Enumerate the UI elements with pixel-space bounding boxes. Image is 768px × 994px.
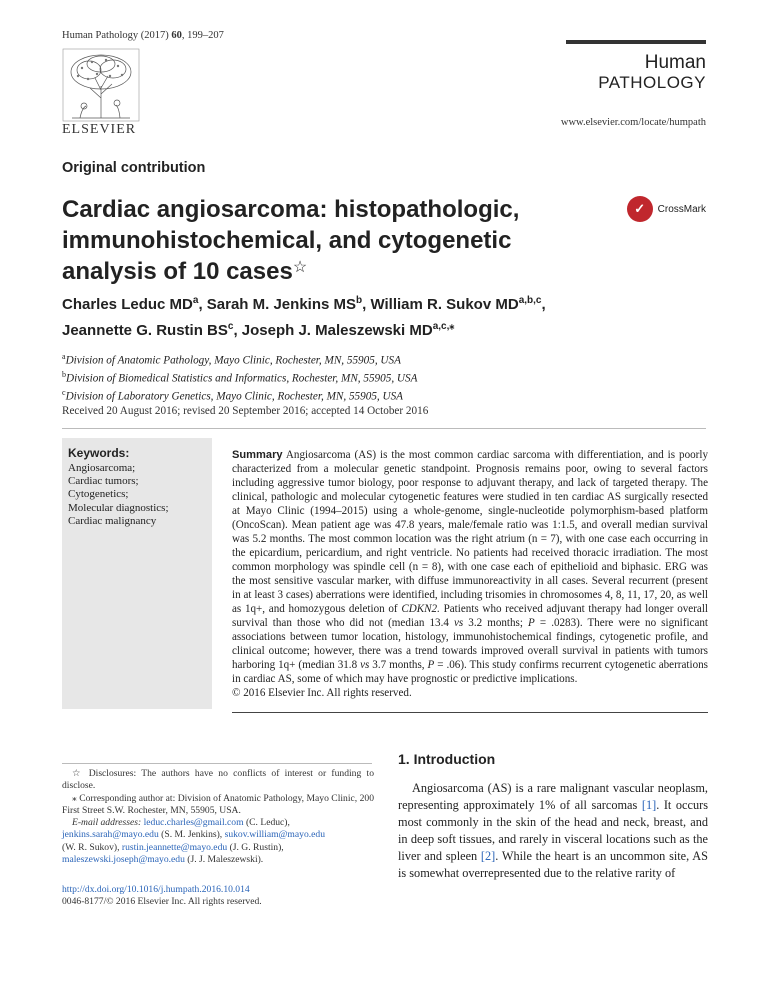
- author-name: Jeannette G. Rustin BS: [62, 322, 228, 339]
- crossmark-badge[interactable]: [627, 196, 706, 222]
- citation-pages: , 199–207: [181, 30, 224, 41]
- email-footnote-cont: [62, 842, 374, 854]
- disclosure-text: Disclosures: The authors have no conflicts of interest or funding to disclose.: [62, 768, 374, 792]
- doi-link[interactable]: http://dx.doi.org/10.1016/j.humpath.2016.10.014: [62, 884, 250, 895]
- footnote-star-icon: ☆: [72, 768, 84, 779]
- keyword-item: Cytogenetics;: [68, 488, 129, 501]
- author-name: William R. Sukov MD: [370, 296, 519, 313]
- affiliation-item: [62, 350, 722, 368]
- author-affiliation-mark: a,c,⁎: [432, 321, 455, 332]
- author-affiliation-mark: a: [192, 295, 199, 306]
- summary-text: Patients who received adjuvant therapy had longer overall survival than those who did not (median 13.4: [232, 603, 708, 629]
- reference-link[interactable]: [2]: [480, 849, 496, 863]
- crossmark-icon: ✓: [627, 196, 653, 222]
- email-link[interactable]: rustin.jeannette@mayo.edu: [121, 841, 228, 853]
- author-affiliation-mark: a,b,c: [518, 295, 542, 306]
- affiliation-item: [62, 368, 722, 386]
- copyright-line: © 2016 Elsevier Inc. All rights reserved.: [232, 687, 412, 699]
- reference-link[interactable]: [1]: [641, 798, 657, 812]
- author-separator: ,: [233, 322, 242, 339]
- email-label: E-mail addresses:: [72, 817, 144, 829]
- publisher-name: ELSEVIER: [62, 122, 137, 137]
- email-footnote: [62, 817, 374, 829]
- affiliation-list: [62, 350, 722, 405]
- affiliation-mark: b: [62, 370, 66, 380]
- issn-line: 0046-8177/© 2016 Elsevier Inc. All rights reserved.: [62, 896, 262, 908]
- email-link[interactable]: jenkins.sarah@mayo.edu: [62, 829, 159, 841]
- introduction-paragraph: [398, 780, 708, 882]
- article-title: [62, 194, 582, 287]
- keywords-box: [62, 438, 212, 709]
- summary-text: 3.7 months,: [369, 659, 428, 671]
- title-footnote-star-icon[interactable]: ☆: [292, 259, 308, 276]
- article-title-text: Cardiac angiosarcoma: histopathologic, immunohistochemical, and cytogenetic analysis of 10 cases: [62, 196, 520, 285]
- author-affiliation-mark: c: [227, 321, 234, 332]
- author-separator: ,: [198, 296, 207, 313]
- journal-name-line2: PATHOLOGY: [598, 73, 706, 92]
- disclosure-footnote: [62, 768, 374, 793]
- keyword-item: Cardiac tumors;: [68, 475, 139, 488]
- keyword-item: Molecular diagnostics;: [68, 501, 169, 514]
- summary-gene: CDKN2.: [401, 603, 440, 615]
- divider: [62, 428, 706, 429]
- journal-logo: [566, 40, 706, 93]
- author-separator: ,: [541, 296, 546, 313]
- journal-name-line1: Human: [644, 52, 706, 73]
- intro-text: . It occurs most commonly in the skin of the head and neck, breast, and in deep soft tissues, and rarely in visceral locations such as the liver and spleen: [398, 798, 708, 863]
- article-dates: Received 20 August 2016; revised 20 September 2016; accepted 14 October 2016: [62, 405, 429, 417]
- summary-paragraph: [232, 448, 708, 686]
- corresponding-footnote: [62, 793, 374, 818]
- journal-logo-rule: [566, 40, 706, 44]
- author-affiliation-mark: b: [356, 295, 363, 306]
- keyword-item: Cardiac malignancy: [68, 514, 157, 527]
- corresponding-text: Corresponding author at: Division of Anatomic Pathology, Mayo Clinic, 200 First Street S.W. Rochester, MN, 55905, USA.: [62, 792, 374, 816]
- email-footnote-cont: [62, 829, 374, 841]
- journal-citation: [62, 30, 224, 41]
- keywords-heading: Keywords:: [68, 446, 130, 460]
- author-name: Sarah M. Jenkins MS: [206, 296, 356, 313]
- summary-text: = .0283). There were no significant associations between tumor location, histology, immunohistochemical findings, cytogenetic profile, and clinical outcome; however, there was a trend towards improved overall survival in patients with tumors harboring 1q+ (median 31.8: [232, 617, 709, 671]
- doi-block: [62, 884, 262, 909]
- author-name: Joseph J. Maleszewski MD: [241, 322, 433, 339]
- footnotes: [62, 768, 374, 866]
- summary-italic: vs: [453, 617, 464, 629]
- email-link[interactable]: sukov.william@mayo.edu: [224, 829, 325, 841]
- journal-url[interactable]: www.elsevier.com/locate/humpath: [560, 117, 706, 128]
- email-link[interactable]: maleszewski.joseph@mayo.edu: [62, 854, 185, 866]
- summary-label: Summary: [232, 449, 283, 461]
- email-owner: (C. Leduc),: [243, 817, 290, 829]
- affiliation-item: [62, 386, 722, 404]
- affiliation-text: Division of Laboratory Genetics, Mayo Clinic, Rochester, MN, 55905, USA: [65, 391, 404, 404]
- intro-text: . While the heart is an uncommon site, AS is somewhat overrepresented due to the relative rarity of: [398, 849, 708, 880]
- email-owner: (S. M. Jenkins),: [158, 829, 225, 841]
- footnote-asterisk: ⁎: [72, 792, 77, 804]
- summary-text: Angiosarcoma (AS) is the most common cardiac sarcoma with differentiation, and is poorly characterized from a molecular genetic standpoint. Prognosis remains poor, owing to several factors including aggressive tumor biology, poor response to adjuvant therapy, and lack of targeted therapy. The clinical, pathologic and molecular cytogenetic features were studied in ten cardiac AS surgically resected at Mayo Clinic (1994–2015) using a whole-genome, single-nucleotide polymorphism-based platform (OncoScan). Mean patient age was 47.8 years, male/female ratio was 1:1.5, and overall median survival was 5.2 months. The most common location was the right atrium (n = 7), with one case each occurring in the epicardium, pericardium, and right ventricle. No patients had received thoracic irradiation. The most common morphology was spindle cell (n = 8), with one case each of epithelioid and biphasic. ERG was the most sensitive vascular marker, with diffuse immunoreactivity in all cases. Several recurrent (present in at least 3 cases) aberrations were identified, including trisomies in chromosomes 4, 8, 11, 17, 20, as well as 1q+, and homozygous deletion of: [232, 449, 708, 615]
- email-owner: (W. R. Sukov),: [62, 841, 122, 853]
- abstract-summary: [232, 448, 708, 700]
- citation-journal: Human Pathology (2017): [62, 30, 169, 41]
- divider: [232, 712, 708, 713]
- keyword-item: Angiosarcoma;: [68, 462, 136, 474]
- email-owner: (J. G. Rustin),: [227, 841, 284, 853]
- affiliation-mark: a: [62, 352, 66, 361]
- email-footnote-cont: [62, 854, 374, 866]
- affiliation-mark: c: [62, 388, 66, 398]
- footnote-divider: [62, 763, 372, 764]
- citation-volume: 60: [171, 30, 182, 41]
- section-heading-introduction: 1. Introduction: [398, 751, 496, 767]
- author-name: Charles Leduc MD: [62, 296, 193, 313]
- author-list: [62, 290, 722, 342]
- affiliation-text: Division of Anatomic Pathology, Mayo Clinic, Rochester, MN, 55905, USA: [65, 354, 401, 367]
- email-owner: (J. J. Maleszewski).: [184, 854, 264, 866]
- email-link[interactable]: leduc.charles@gmail.com: [143, 817, 244, 829]
- summary-text: = .06). This study confirms recurrent cytogenetic aberrations in cardiac AS, some of which may have prognostic or predictive implications.: [232, 659, 708, 685]
- summary-italic: P: [528, 617, 535, 629]
- summary-italic: P: [427, 659, 435, 671]
- summary-text: 3.2 months;: [463, 617, 529, 629]
- author-separator: ,: [362, 296, 371, 313]
- intro-text: Angiosarcoma (AS) is a rare malignant vascular neoplasm, representing approximately 1% of all sarcomas: [398, 781, 708, 812]
- affiliation-text: Division of Biomedical Statistics and Informatics, Rochester, MN, 55905, USA: [66, 372, 418, 385]
- summary-italic: vs: [360, 659, 370, 671]
- crossmark-label: CrossMark: [657, 203, 706, 215]
- article-type: Original contribution: [62, 160, 206, 176]
